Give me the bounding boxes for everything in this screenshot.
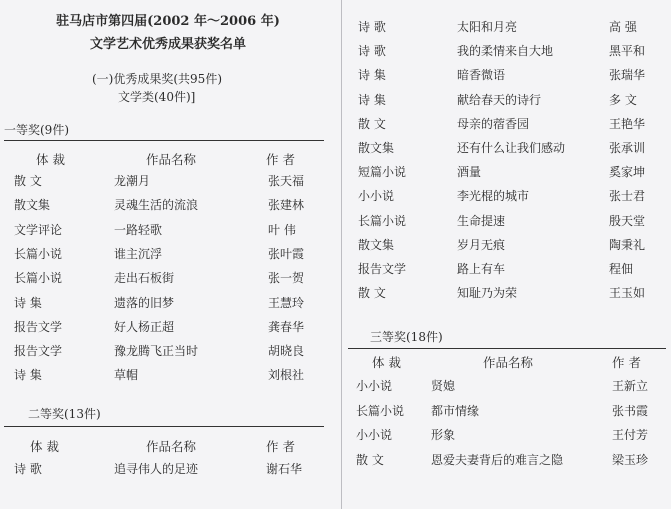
document-subtitle: 文学艺术优秀成果获奖名单 <box>89 37 246 52</box>
author-cell: 王付芳 <box>612 428 649 442</box>
work-title-cell: 李光棍的城市 <box>457 189 530 204</box>
genre-cell: 散 文 <box>358 116 386 131</box>
author-cell: 张建林 <box>268 198 305 213</box>
genre-cell: 长篇小说 <box>358 213 407 228</box>
author-cell: 程佃 <box>609 262 634 276</box>
genre-cell: 散文集 <box>358 237 395 252</box>
genre-cell: 诗 歌 <box>358 20 386 34</box>
first-prize-label: 一等奖(9件) <box>4 123 69 137</box>
genre-cell: 长篇小说 <box>14 271 63 286</box>
author-cell: 张瑞华 <box>609 68 646 83</box>
author-cell: 奚家坤 <box>609 165 646 180</box>
work-title-cell: 献给春天的诗行 <box>457 92 542 107</box>
author-cell: 张书霞 <box>612 403 649 418</box>
document-title: 驻马店市第四届(2002 年～2006 年) <box>56 14 280 29</box>
work-title-cell: 恩爱夫妻背后的难言之隐 <box>431 452 564 467</box>
work-title-cell: 灵魂生活的流浪 <box>114 198 199 213</box>
author-cell: 张士君 <box>609 189 646 204</box>
author-cell: 刘根社 <box>268 368 305 383</box>
genre-cell: 小小说 <box>358 189 395 204</box>
genre-cell: 散 文 <box>358 286 386 301</box>
author-cell: 高 强 <box>609 20 637 34</box>
genre-cell: 诗 歌 <box>358 44 386 59</box>
column-header-genre: 体 裁 <box>30 439 59 454</box>
work-title-cell: 形象 <box>431 428 456 442</box>
column-header-author: 作 者 <box>266 439 295 454</box>
work-title-cell: 酒量 <box>457 165 482 180</box>
author-cell: 谢石华 <box>266 462 303 476</box>
column-header-genre: 体 裁 <box>372 355 401 370</box>
work-title-cell: 知耻乃为荣 <box>457 286 518 301</box>
author-cell: 龚春华 <box>268 319 305 334</box>
genre-cell: 诗 歌 <box>14 462 42 476</box>
author-cell: 叶 伟 <box>268 222 296 237</box>
genre-cell: 散 文 <box>356 452 384 467</box>
column-header-genre: 体 裁 <box>36 152 65 167</box>
author-cell: 王玉如 <box>609 286 646 301</box>
author-cell: 王慧玲 <box>268 295 305 310</box>
work-title-cell: 生命提速 <box>457 213 506 228</box>
work-title-cell: 草帽 <box>114 368 139 383</box>
work-title-cell: 太阳和月亮 <box>457 20 518 34</box>
author-cell: 陶秉礼 <box>609 237 646 252</box>
work-title-cell: 谁主沉浮 <box>114 246 163 261</box>
second-prize-label: 二等奖(13件) <box>28 407 101 421</box>
author-cell: 黑平和 <box>609 44 646 59</box>
third-prize-divider <box>348 348 666 349</box>
author-cell: 王艳华 <box>609 116 646 131</box>
genre-cell: 散 文 <box>14 174 42 188</box>
author-cell: 多 文 <box>609 92 637 107</box>
subcategory-heading: 文学类(40件)] <box>118 90 196 104</box>
second-prize-divider <box>4 426 324 427</box>
work-title-cell: 暗香微语 <box>457 68 506 83</box>
work-title-cell: 贤媳 <box>431 379 456 393</box>
work-title-cell: 一路轻歌 <box>114 222 163 237</box>
genre-cell: 文学评论 <box>14 222 63 237</box>
column-header-work: 作品名称 <box>483 355 534 370</box>
genre-cell: 长篇小说 <box>356 403 405 418</box>
author-cell: 张一贺 <box>268 271 305 286</box>
first-prize-divider <box>4 140 324 141</box>
genre-cell: 诗 集 <box>14 368 42 383</box>
column-header-author: 作 者 <box>266 152 295 167</box>
column-header-work: 作品名称 <box>146 439 197 454</box>
work-title-cell: 遗落的旧梦 <box>114 295 175 310</box>
work-title-cell: 我的柔情来自大地 <box>457 44 554 59</box>
work-title-cell: 追寻伟人的足迹 <box>114 462 199 476</box>
category-heading: (一)优秀成果奖(共95件) <box>92 72 222 86</box>
genre-cell: 诗 集 <box>14 295 42 310</box>
genre-cell: 散文集 <box>358 141 395 155</box>
genre-cell: 报告文学 <box>14 344 63 359</box>
genre-cell: 报告文学 <box>14 319 63 334</box>
third-prize-label: 三等奖(18件) <box>370 330 443 344</box>
work-title-cell: 还有什么让我们感动 <box>457 141 566 155</box>
author-cell: 张承训 <box>609 141 646 155</box>
work-title-cell: 岁月无痕 <box>457 237 506 252</box>
page-gutter <box>341 0 342 509</box>
work-title-cell: 豫龙腾飞正当时 <box>114 344 199 359</box>
genre-cell: 小小说 <box>356 379 393 393</box>
column-header-work: 作品名称 <box>146 152 197 167</box>
author-cell: 王新立 <box>612 379 649 393</box>
genre-cell: 小小说 <box>356 428 393 442</box>
author-cell: 梁玉珍 <box>612 452 649 467</box>
author-cell: 殷天堂 <box>609 213 646 228</box>
genre-cell: 散文集 <box>14 198 51 213</box>
work-title-cell: 路上有车 <box>457 262 506 276</box>
genre-cell: 短篇小说 <box>358 165 407 180</box>
work-title-cell: 都市情缘 <box>431 403 480 418</box>
genre-cell: 诗 集 <box>358 68 386 83</box>
author-cell: 张叶霞 <box>268 246 305 261</box>
author-cell: 胡晓良 <box>268 344 305 359</box>
author-cell: 张天福 <box>268 174 305 188</box>
genre-cell: 长篇小说 <box>14 246 63 261</box>
work-title-cell: 走出石板街 <box>114 271 175 286</box>
work-title-cell: 母亲的蓿香园 <box>457 116 530 131</box>
genre-cell: 诗 集 <box>358 92 386 107</box>
genre-cell: 报告文学 <box>358 262 407 276</box>
work-title-cell: 龙潮月 <box>114 174 151 188</box>
work-title-cell: 好人杨正超 <box>114 319 175 334</box>
column-header-author: 作 者 <box>612 355 641 370</box>
